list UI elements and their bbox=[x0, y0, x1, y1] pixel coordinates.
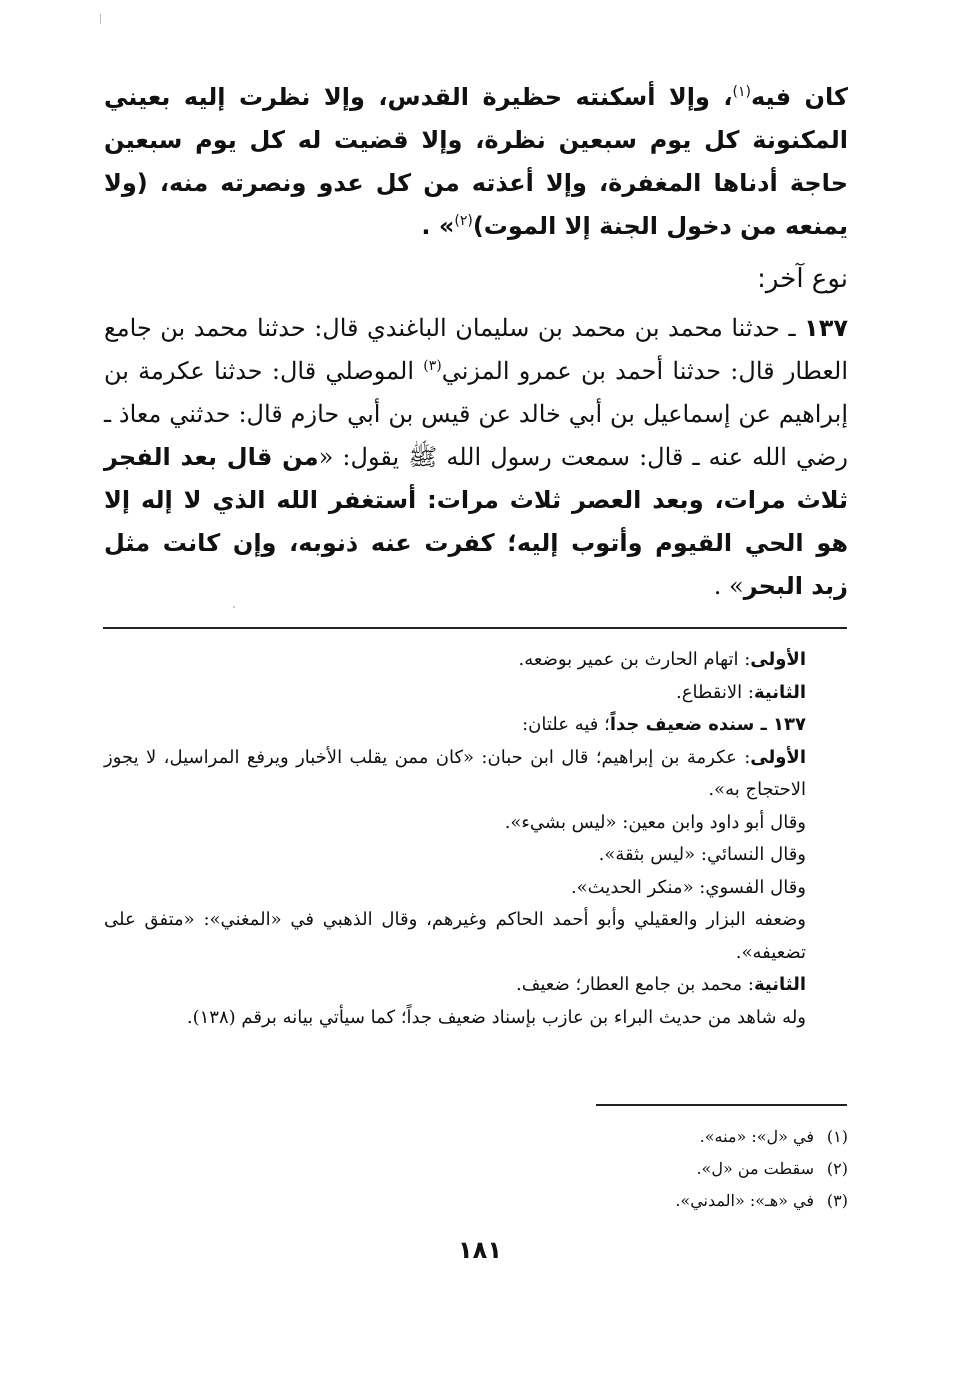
note-label: الثانية bbox=[753, 974, 806, 995]
note-line bbox=[104, 677, 848, 710]
note-text: : محمد بن جامع العطار؛ ضعيف. bbox=[516, 974, 754, 995]
footnote-number: (١) bbox=[826, 1127, 848, 1146]
footnote-text: في «هـ»: «المدني». bbox=[675, 1191, 814, 1210]
note-line bbox=[104, 709, 848, 742]
note-text: : عكرمة بن إبراهيم؛ قال ابن حبان: «كان ممن يقلب الأخبار ويرفع المراسيل، لا يجوز الاحتجاج به». bbox=[104, 746, 806, 800]
paragraph-hadith-137 bbox=[104, 307, 848, 608]
footnote-item bbox=[560, 1153, 848, 1185]
text-run: الموصلي قال: حدثنا عكرمة بن إبراهيم عن إسماعيل بن أبي خالد عن قيس بن أبي حازم قال: حدثني معاذ ـ رضي الله عنه ـ قال: سمعت رسول الله ﷺ يقول: « bbox=[104, 357, 849, 471]
text-run: » . bbox=[713, 572, 744, 600]
footnote-text: في «ل»: «منه». bbox=[699, 1127, 814, 1146]
footnote-item bbox=[560, 1121, 848, 1153]
text-run: كان فيه bbox=[751, 83, 848, 111]
note-label: الأولى bbox=[750, 649, 806, 670]
footnote-ref-1[interactable]: (١) bbox=[732, 84, 751, 100]
note-line: وقال النسائي: «ليس بثقة». bbox=[598, 844, 806, 865]
note-line: وقال الفسوي: «منكر الحديث». bbox=[570, 876, 806, 898]
section-heading: نوع آخر: bbox=[757, 264, 848, 294]
footnote-ref-2[interactable]: (٢) bbox=[454, 213, 473, 229]
paragraph-hadith-end bbox=[104, 76, 848, 248]
scan-mark bbox=[100, 14, 101, 24]
text-run: ، وإلا أسكنته حظيرة القدس، وإلا نظرت إليه بعيني المكنونة كل يوم سبعين نظرة، وإلا قضيت له كل يوم سبعين حاجة أدناها المغفرة، وإلا أعذته من كل عدو ونصرته منه، (ولا يمنعه من دخول الجنة إلا الموت) bbox=[104, 83, 848, 240]
note-line: وقال أبو داود وابن معين: «ليس بشيء». bbox=[504, 811, 806, 833]
footnote-ref-3[interactable]: (٣) bbox=[423, 358, 442, 374]
note-label: ١٣٧ ـ سنده ضعيف جداً bbox=[609, 714, 806, 735]
note-line: وله شاهد من حديث البراء بن عازب بإسناد ضعيف جداً؛ كما سيأتي بيانه برقم (١٣٨). bbox=[186, 1006, 806, 1028]
note-text: : الانقطاع. bbox=[676, 681, 754, 703]
note-label: الثانية bbox=[753, 681, 806, 703]
note-line bbox=[104, 742, 848, 807]
footnote-number: (٣) bbox=[826, 1191, 848, 1210]
footnote-item bbox=[560, 1185, 848, 1217]
text-run: ـ حدثنا محمد بن محمد بن سليمان الباغندي قال: حدثنا محمد بن جامع العطار قال: حدثنا أحمد بن عمرو المزني bbox=[104, 314, 848, 385]
page-number: ١٨١ bbox=[458, 1236, 502, 1264]
footnotes bbox=[560, 1121, 848, 1217]
note-line bbox=[104, 644, 848, 677]
note-line: وضعفه البزار والعقيلي وأبو أحمد الحاكم وغيرهم، وقال الذهبي في «المغني»: «متفق على تضعيفه». bbox=[104, 909, 806, 963]
hadith-text: من قال بعد الفجر ثلاث مرات، وبعد العصر ثلاث مرات: أستغفر الله الذي لا إله إلا هو الحي القيوم وأتوب إليه؛ كفرت عنه ذنوبه، وإن كانت مثل زبد البحر bbox=[104, 443, 848, 600]
note-label: الأولى bbox=[750, 746, 806, 768]
footnote-text: سقطت من «ل». bbox=[696, 1159, 814, 1178]
note-text: : اتهام الحارث بن عمير بوضعه. bbox=[518, 649, 751, 670]
footnote-rule bbox=[596, 1104, 847, 1106]
footnote-number: (٢) bbox=[826, 1159, 848, 1178]
note-line bbox=[104, 969, 848, 1002]
text-run: » . bbox=[421, 212, 455, 240]
note-text: ؛ فيه علتان: bbox=[522, 714, 610, 735]
commentary bbox=[104, 644, 848, 1034]
separator-rule bbox=[103, 627, 847, 629]
main-text bbox=[104, 76, 848, 608]
hadith-number: ١٣٧ bbox=[804, 314, 848, 342]
